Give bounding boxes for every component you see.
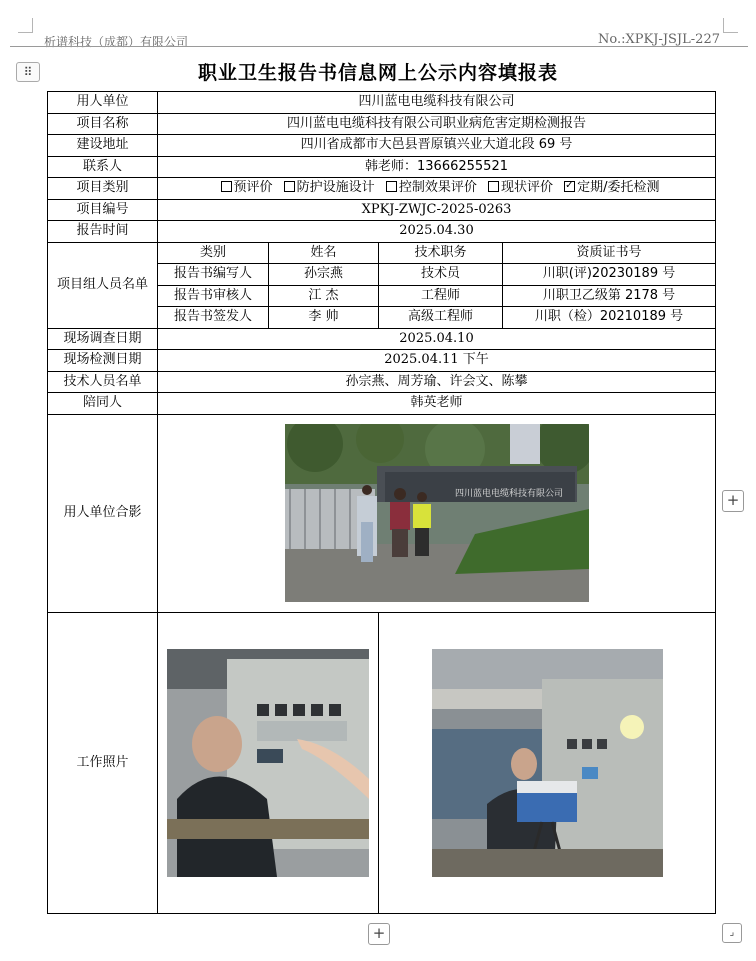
header-rule: [10, 46, 748, 47]
label-team: 项目组人员名单: [48, 242, 158, 328]
page-title: 职业卫生报告书信息网上公示内容填报表: [197, 62, 558, 84]
row-escort: [48, 393, 716, 415]
work-photo-1[interactable]: [167, 649, 369, 877]
row-project-no: [48, 199, 716, 221]
team-title[interactable]: 高级工程师: [379, 307, 503, 329]
checkbox-status-evaluation[interactable]: [488, 181, 499, 192]
row-test-date: [48, 350, 716, 372]
label-contact: 联系人: [48, 156, 158, 178]
value-survey-date[interactable]: 2025.04.10: [158, 328, 716, 350]
value-test-date[interactable]: 2025.04.11 下午: [158, 350, 716, 372]
option-status-evaluation: 现状评价: [500, 180, 553, 196]
value-escort[interactable]: 韩英老师: [158, 393, 716, 415]
label-test-date: 现场检测日期: [48, 350, 158, 372]
label-employer: 用人单位: [48, 92, 158, 114]
team-cert[interactable]: 川职(评)20230189 号: [503, 264, 716, 286]
row-group-photo: [48, 414, 716, 612]
value-category: [158, 178, 716, 200]
team-role[interactable]: 报告书编写人: [158, 264, 269, 286]
team-title[interactable]: 工程师: [379, 285, 503, 307]
work-photo-cell-2: [379, 612, 716, 913]
table-move-handle-icon[interactable]: ⠿: [16, 62, 40, 82]
row-report-date: [48, 221, 716, 243]
value-contact[interactable]: 韩老师：13666255521: [158, 156, 716, 178]
checkbox-protection-design[interactable]: [284, 181, 295, 192]
work-photo-cell-1: [158, 612, 379, 913]
label-work-photos: 工作照片: [48, 612, 158, 913]
value-address[interactable]: 四川省成都市大邑县晋原镇兴业大道北段 69 号: [158, 135, 716, 157]
label-report-date: 报告时间: [48, 221, 158, 243]
value-tech-staff[interactable]: 孙宗燕、周芳瑜、许会文、陈攀: [158, 371, 716, 393]
resize-handle-icon[interactable]: ⌟: [722, 923, 742, 943]
row-project-name: [48, 113, 716, 135]
row-tech-staff: [48, 371, 716, 393]
group-photo[interactable]: [285, 424, 589, 602]
header-doc-number: No.:XPKJ-JSJL-227: [598, 32, 720, 47]
sign-text: 四川蓝电电缆科技有限公司: [454, 488, 563, 498]
row-category: [48, 178, 716, 200]
group-photo-cell: [158, 414, 716, 612]
label-address: 建设地址: [48, 135, 158, 157]
team-cert[interactable]: 川职（检）20210189 号: [503, 307, 716, 329]
row-address: [48, 135, 716, 157]
corner-mark-top-left: [18, 18, 33, 33]
label-group-photo: 用人单位合影: [48, 414, 158, 612]
option-periodic-testing: 定期/委托检测: [577, 180, 660, 196]
team-name[interactable]: 李 帅: [269, 307, 379, 329]
label-category: 项目类别: [48, 178, 158, 200]
value-project-no[interactable]: XPKJ-ZWJC-2025-0263: [158, 199, 716, 221]
team-role[interactable]: 报告书签发人: [158, 307, 269, 329]
label-project-no: 项目编号: [48, 199, 158, 221]
team-name[interactable]: 孙宗燕: [269, 264, 379, 286]
team-role[interactable]: 报告书审核人: [158, 285, 269, 307]
team-name[interactable]: 江 杰: [269, 285, 379, 307]
label-project-name: 项目名称: [48, 113, 158, 135]
team-header-title: 技术职务: [379, 242, 503, 264]
checkbox-control-effect[interactable]: [386, 181, 397, 192]
add-column-button[interactable]: +: [722, 490, 744, 512]
team-header-name: 姓名: [269, 242, 379, 264]
team-cert[interactable]: 川职卫乙级第 2178 号: [503, 285, 716, 307]
team-header-role: 类别: [158, 242, 269, 264]
label-survey-date: 现场调查日期: [48, 328, 158, 350]
disclosure-form-table: [47, 91, 716, 914]
row-contact: [48, 156, 716, 178]
header-company: 析谱科技（成都）有限公司: [44, 35, 189, 49]
label-escort: 陪同人: [48, 393, 158, 415]
checkbox-pre-evaluation[interactable]: [221, 181, 232, 192]
value-project-name[interactable]: 四川蓝电电缆科技有限公司职业病危害定期检测报告: [158, 113, 716, 135]
checkbox-periodic-testing[interactable]: [564, 181, 575, 192]
value-report-date[interactable]: 2025.04.30: [158, 221, 716, 243]
option-pre-evaluation: 预评价: [233, 180, 273, 196]
team-header-cert: 资质证书号: [503, 242, 716, 264]
row-team-header: [48, 242, 716, 264]
add-row-button[interactable]: +: [368, 923, 390, 945]
row-work-photos: [48, 612, 716, 913]
row-survey-date: [48, 328, 716, 350]
corner-mark-top-right: [723, 18, 738, 33]
value-employer[interactable]: 四川蓝电电缆科技有限公司: [158, 92, 716, 114]
option-protection-design: 防护设施设计: [296, 180, 375, 196]
team-title[interactable]: 技术员: [379, 264, 503, 286]
work-photo-2[interactable]: [432, 649, 663, 877]
label-tech-staff: 技术人员名单: [48, 371, 158, 393]
option-control-effect: 控制效果评价: [398, 180, 477, 196]
row-employer: [48, 92, 716, 114]
